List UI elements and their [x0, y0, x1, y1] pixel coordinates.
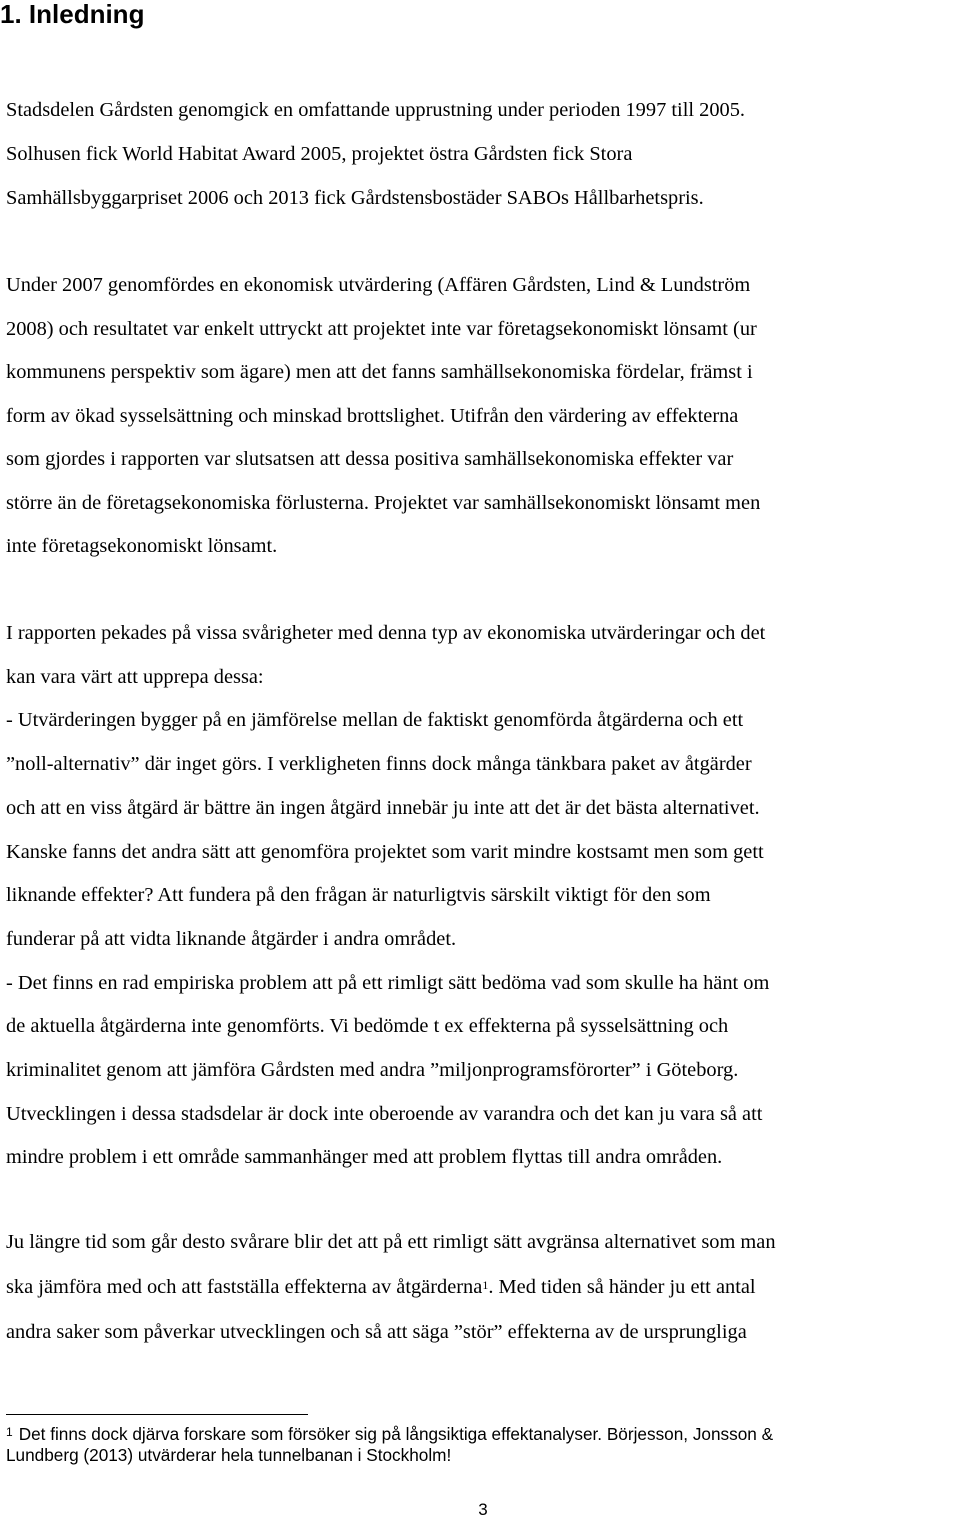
text-line: kan vara värt att upprepa dessa: [6, 665, 264, 688]
text-line: kommunens perspektiv som ägare) men att det fanns samhällsekonomiska fördelar, främst i [6, 361, 753, 383]
text-line: kriminalitet genom att jämföra Gårdsten med andra ”miljonprogramsförorter” i Göteborg. [6, 1059, 739, 1082]
section-heading: 1. Inledning [0, 0, 145, 29]
text-line: och att en viss åtgärd är bättre än ingen åtgärd innebär ju inte att det är det bästa alternativet. [6, 796, 760, 819]
text-line: I rapporten pekades på vissa svårigheter med denna typ av ekonomiska utvärderingar och det [6, 622, 766, 644]
text-line: som gjordes i rapporten var slutsatsen att dessa positiva samhällsekonomiska effekter var [6, 448, 734, 470]
text-line: inte företagsekonomiskt lönsamt. [6, 535, 278, 557]
paragraph-evaluation [6, 264, 960, 569]
text-line: andra saker som påverkar utvecklingen och så att säga ”stör” effekterna av de ursprungliga [6, 1321, 747, 1343]
text-line: Samhällsbyggarpriset 2006 och 2013 fick Gårdstensbostäder SABOs Hållbarhetspris. [6, 187, 704, 209]
text-segment: ska jämföra med och att fastställa effekterna av åtgärderna [6, 1276, 483, 1298]
text-line: Under 2007 genomfördes en ekonomisk utvärdering (Affären Gårdsten, Lind & Lundström [6, 274, 751, 296]
text-line: - Utvärderingen bygger på en jämförelse mellan de faktiskt genomförda åtgärderna och ett [6, 709, 744, 732]
page-number: 3 [478, 1500, 488, 1519]
text-line: Solhusen fick World Habitat Award 2005, projektet östra Gårdsten fick Stora [6, 143, 633, 165]
footnote-line: Lundberg (2013) utvärderar hela tunnelbanan i Stockholm! [6, 1445, 452, 1465]
text-line: funderar på att vidta liknande åtgärder i andra området. [6, 927, 457, 950]
text-line: större än de företagsekonomiska förlusterna. Projektet var samhällsekonomiskt lönsamt men [6, 491, 761, 514]
text-line: form av ökad sysselsättning och minskad brottslighet. Utifrån den värdering av effekterna [6, 404, 739, 427]
footnote-text: Det finns dock djärva forskare som försöker sig på långsiktiga effektanalyser. Börjesson, Jonsson & [18, 1424, 774, 1444]
text-line: Stadsdelen Gårdsten genomgick en omfattande upprustning under perioden 1997 till 2005. [6, 99, 746, 121]
text-line: 2008) och resultatet var enkelt uttryckt att projektet inte var företagsekonomiskt lönsamt (ur [6, 317, 757, 340]
text-line: - Det finns en rad empiriska problem att på ett rimligt sätt bedöma vad som skulle ha hänt om [6, 971, 770, 994]
paragraph-issues [6, 612, 960, 1180]
footnote-number: 1 [6, 1425, 13, 1439]
text-segment: . Med tiden så händer ju ett antal [488, 1276, 756, 1298]
footnote [6, 1424, 956, 1466]
text-line: Utvecklingen i dessa stadsdelar är dock inte oberoende av varandra och det kan ju vara så att [6, 1102, 763, 1125]
footnote-reference: 1 [482, 1278, 489, 1292]
paragraph-timeframe [6, 1220, 960, 1355]
text-line: mindre problem i ett område sammanhänger med att problem flyttas till andra områden. [6, 1146, 723, 1169]
text-line [6, 1265, 960, 1310]
text-line: de aktuella åtgärderna inte genomförts. Vi bedömde t ex effekterna på sysselsättning och [6, 1015, 729, 1038]
footnote-line [6, 1424, 956, 1445]
text-line: Kanske fanns det andra sätt att genomföra projektet som varit mindre kostsamt men som gett [6, 840, 764, 863]
text-line: Ju längre tid som går desto svårare blir det att på ett rimligt sätt avgränsa alternativet som man [6, 1231, 776, 1253]
text-line: liknande effekter? Att fundera på den frågan är naturligtvis särskilt viktigt för den som [6, 884, 711, 907]
text-line: ”noll-alternativ” där inget görs. I verkligheten finns dock många tänkbara paket av åtgärder [6, 753, 752, 776]
footnote-divider [6, 1414, 308, 1415]
paragraph-intro [6, 88, 960, 220]
